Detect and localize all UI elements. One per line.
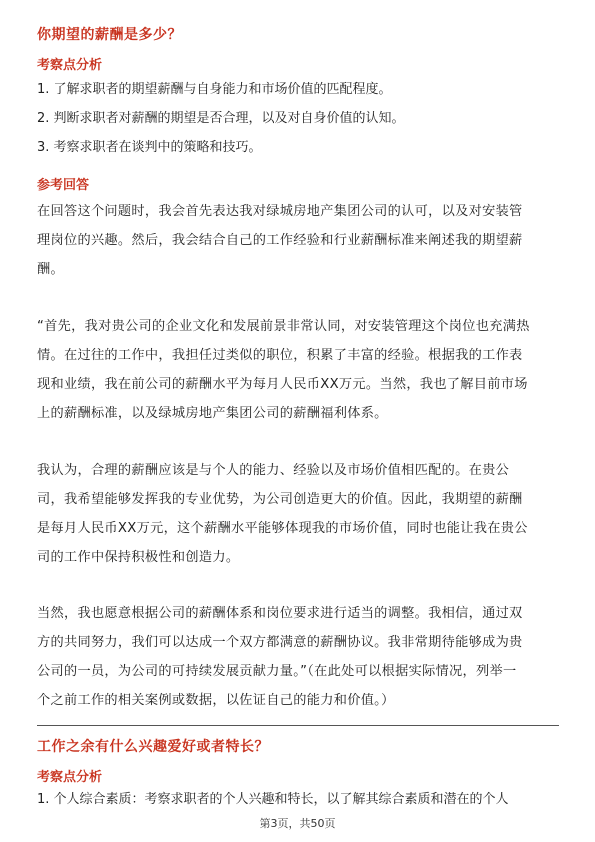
text-line: 我认为，合理的薪酬应该是与个人的能力、经验以及市场价值相匹配的。在贵公 [37,463,510,478]
text-line: 上的薪酬标准，以及绿城房地产集团公司的薪酬福利体系。 [37,406,388,421]
text-line: 是每月人民币XX万元，这个薪酬水平能够体现我的市场价值，同时也能让我在贵公 [37,521,528,536]
text-line: “首先，我对贵公司的企业文化和发展前景非常认同，对安装管理这个岗位也充满热 [37,319,530,334]
text-line: 公司的一员，为公司的可持续发展贡献力量。”（在此处可以根据实际情况，列举一 [37,664,517,679]
answer-paragraph [37,197,559,284]
answer-paragraph [37,456,559,572]
analysis-heading: 考察点分析 [37,58,103,73]
analysis-item: 3. 考察求职者在谈判中的策略和技巧。 [37,140,262,155]
text-line: 情。在过往的工作中，我担任过类似的职位，积累了丰富的经验。根据我的工作表 [37,348,523,363]
analysis-item: 1. 了解求职者的期望薪酬与自身能力和市场价值的匹配程度。 [37,82,392,97]
text-line: 理岗位的兴趣。然后，我会结合自己的工作经验和行业薪酬标准来阐述我的期望薪 [37,233,523,248]
analysis-heading: 考察点分析 [37,770,103,785]
question-title: 你期望的薪酬是多少？ [37,27,182,43]
text-line: 方的共同努力，我们可以达成一个双方都满意的薪酬协议。我非常期待能够成为贵 [37,635,523,650]
analysis-item: 2. 判断求职者对薪酬的期望是否合理，以及对自身价值的认知。 [37,111,405,126]
page-number: 第3页，共50页 [259,817,336,830]
text-line: 司，我希望能够发挥我的专业优势，为公司创造更大的价值。因此，我期望的薪酬 [37,492,523,507]
text-line: 现和业绩，我在前公司的薪酬水平为每月人民币XX万元。当然，我也了解目前市场 [37,377,528,392]
text-line: 司的工作中保持积极性和创造力。 [37,550,240,565]
answer-paragraph [37,312,559,428]
analysis-item: 1. 个人综合素质：考察求职者的个人兴趣和特长，以了解其综合素质和潜在的个人 [37,792,509,807]
text-line: 个之前工作的相关案例或数据，以佐证自己的能力和价值。） [37,693,395,708]
question-title: 工作之余有什么兴趣爱好或者特长？ [37,739,269,755]
text-line: 在回答这个问题时，我会首先表达我对绿城房地产集团公司的认可，以及对安装管 [37,204,523,219]
section-divider [37,725,559,726]
text-line: 当然，我也愿意根据公司的薪酬体系和岗位要求进行适当的调整。我相信，通过双 [37,606,523,621]
answer-paragraph [37,599,559,715]
text-line: 酬。 [37,262,64,277]
answer-heading: 参考回答 [37,178,90,193]
